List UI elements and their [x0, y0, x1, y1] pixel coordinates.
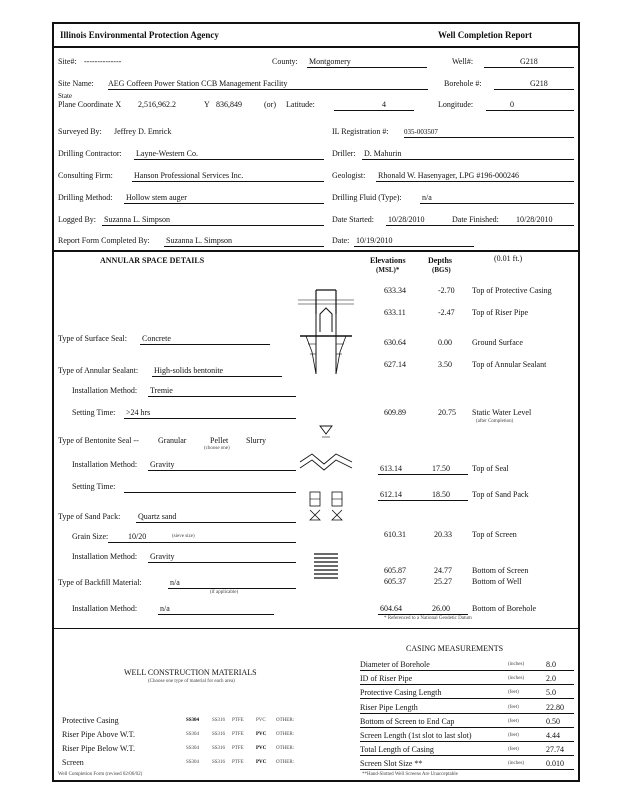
casing-value: 22.80 [546, 702, 564, 712]
latitude-value: 4 [382, 100, 386, 109]
contractor-label: Drilling Contractor: [58, 149, 122, 158]
depth-sub: (BGS) [432, 266, 451, 274]
elev-header: Elevations [370, 256, 406, 265]
well-completion-form [52, 22, 580, 782]
label-10: Bottom of Borehole [472, 604, 536, 613]
depth-8: 24.77 [434, 566, 452, 575]
sieve-sub: (sieve size) [172, 534, 195, 539]
casing-value: 2.0 [546, 674, 556, 684]
material-option[interactable]: PTFE [232, 760, 244, 765]
annular-title: ANNULAR SPACE DETAILS [100, 256, 205, 265]
elev-0: 633.34 [384, 286, 406, 295]
elev-1: 633.11 [384, 308, 406, 317]
well-diagram [294, 274, 358, 586]
annular-sealant-label: Type of Annular Sealant: [58, 366, 139, 375]
depth-1: -2.47 [438, 308, 455, 317]
date-started-label: Date Started: [332, 215, 374, 224]
material-option[interactable]: SS304 [186, 760, 200, 765]
material-option[interactable]: PTFE [232, 718, 244, 723]
install-method-value: Tremie [150, 386, 173, 395]
install-method4-value: n/a [160, 604, 170, 613]
site-label: Site#: [58, 57, 77, 66]
depth-7: 20.33 [434, 530, 452, 539]
grain-value: 10/20 [128, 532, 147, 541]
casing-value: 8.0 [546, 660, 556, 669]
footer-left: Well Completion Form (revised 02/06/02) [58, 772, 143, 777]
material-row-3: Screen [62, 758, 84, 767]
label-8: Bottom of Screen [472, 566, 529, 575]
grain-label: Grain Size: [72, 532, 109, 541]
casing-label: Protective Casing Length [360, 688, 442, 698]
casing-label: Riser Pipe Length [360, 702, 418, 712]
method-label: Drilling Method: [58, 193, 113, 202]
install-method3-label: Installation Method: [72, 552, 138, 561]
well-label: Well#: [452, 57, 474, 66]
longitude-value: 0 [510, 100, 514, 109]
label-3: Top of Annular Sealant [472, 360, 547, 369]
precision-header: (0.01 ft.) [494, 254, 523, 263]
surveyed-label: Surveyed By: [58, 127, 102, 136]
plane-y-label: Y [204, 100, 210, 109]
material-option[interactable]: PVC [256, 760, 267, 765]
geologist-label: Geologist: [332, 171, 366, 180]
elev-6: 612.14 [380, 490, 402, 499]
elev-2: 630.64 [384, 338, 406, 347]
report-title: Well Completion Report [438, 30, 532, 40]
elev-3: 627.14 [384, 360, 406, 369]
borehole-value: G218 [530, 79, 548, 88]
date-value: 10/19/2010 [356, 236, 393, 245]
date-started-value: 10/28/2010 [388, 215, 425, 224]
elev-4: 609.89 [384, 408, 406, 417]
material-option[interactable]: OTHER: [276, 732, 295, 737]
material-option[interactable]: SS316 [212, 718, 226, 723]
date-label: Date: [332, 236, 350, 245]
install-method-label: Installation Method: [72, 386, 138, 395]
contractor-value: Layne-Western Co. [136, 149, 198, 158]
logged-label: Logged By: [58, 215, 96, 224]
consulting-label: Consulting Firm: [58, 171, 113, 180]
sand-pack-value: Quartz sand [138, 512, 177, 521]
msl-note: * Referenced to a National Geodetic Datum [384, 616, 472, 621]
driller-label: Driller: [332, 149, 356, 158]
plane-x: 2,516,962.2 [138, 100, 176, 109]
label-9: Bottom of Well [472, 577, 522, 586]
material-option[interactable]: PVC [256, 746, 267, 751]
backfill-value: n/a [170, 578, 180, 587]
install-method2-value: Gravity [150, 460, 175, 469]
bentonite-seal-label: Type of Bentonite Seal -- [58, 436, 139, 445]
install-method4-label: Installation Method: [72, 604, 138, 613]
fluid-label: Drilling Fluid (Type): [332, 193, 402, 202]
header-divider [54, 46, 578, 48]
label-0: Top of Protective Casing [472, 286, 552, 295]
sand-pack-label: Type of Sand Pack: [58, 512, 121, 521]
material-option[interactable]: PTFE [232, 732, 244, 737]
method-value: Hollow stem auger [126, 193, 187, 202]
surface-seal-value: Concrete [142, 334, 171, 343]
well-value: G218 [520, 57, 538, 66]
state-label: State [58, 92, 72, 100]
depth-10: 26.00 [432, 604, 450, 613]
report-by-label: Report Form Completed By: [58, 236, 150, 245]
material-option[interactable]: PTFE [232, 746, 244, 751]
latitude-label: Latitude: [286, 100, 315, 109]
materials-subtitle: (Choose one type of material for each area) [148, 679, 235, 684]
install-method3-value: Gravity [150, 552, 175, 561]
elev-5: 613.14 [380, 464, 402, 473]
material-row-1: Riser Pipe Above W.T. [62, 730, 135, 739]
casing-unit: (feet) [508, 747, 519, 753]
sitename-value: AEG Coffeen Power Station CCB Management Facility [108, 79, 288, 88]
site-value: -------------- [84, 57, 122, 66]
material-option[interactable]: SS304 [186, 732, 200, 737]
depth-4: 20.75 [438, 408, 456, 417]
label-5: Top of Seal [472, 464, 509, 473]
section-divider [54, 250, 578, 252]
material-option[interactable]: SS304 [186, 718, 200, 723]
plane-y: 836,849 [216, 100, 242, 109]
material-row-2: Riser Pipe Below W.T. [62, 744, 135, 753]
annular-sealant-value: High-solids bentonite [154, 366, 224, 375]
setting-time-value: >24 hrs [126, 408, 151, 417]
setting-time-label: Setting Time: [72, 408, 116, 417]
label-1: Top of Riser Pipe [472, 308, 529, 317]
setting-time2-label: Setting Time: [72, 482, 116, 491]
sitename-label: Site Name: [58, 79, 94, 88]
county-label: County: [272, 57, 298, 66]
casing-value: 0.50 [546, 716, 560, 726]
casing-unit: (inches) [508, 676, 525, 682]
label-7: Top of Screen [472, 530, 517, 539]
casing-unit: (feet) [508, 718, 519, 724]
casing-value: 0.010 [546, 759, 564, 769]
bentonite-seal-value: Granular [158, 436, 187, 445]
install-method2-label: Installation Method: [72, 460, 138, 469]
depth-9: 25.27 [434, 577, 452, 586]
material-option[interactable]: OTHER: [276, 718, 295, 723]
consulting-value: Hanson Professional Services Inc. [134, 171, 244, 180]
depth-3: 3.50 [438, 360, 452, 369]
or-label: (or) [264, 100, 276, 109]
elev-8: 605.87 [384, 566, 406, 575]
materials-title: WELL CONSTRUCTION MATERIALS [124, 668, 257, 677]
fluid-value: n/a [422, 193, 432, 202]
logged-value: Suzanna L. Simpson [104, 215, 170, 224]
surveyed-value: Jeffrey D. Emrick [114, 127, 172, 136]
material-option[interactable]: SS316 [212, 760, 226, 765]
casing-unit: (inches) [508, 761, 525, 767]
casing-label: Screen Length (1st slot to last slot) [360, 731, 472, 740]
material-option[interactable]: PVC [256, 732, 267, 737]
casing-label: ID of Riser Pipe [360, 674, 413, 684]
surface-seal-label: Type of Surface Seal: [58, 334, 127, 343]
static-sub: (after Completion) [476, 419, 514, 424]
material-option[interactable]: SS316 [212, 746, 226, 751]
casing-label: Screen Slot Size ** [360, 759, 423, 769]
casing-label: Bottom of Screen to End Cap [360, 716, 455, 726]
driller-value: D. Mahurin [364, 149, 402, 158]
agency-name: Illinois Environmental Protection Agency [60, 30, 219, 40]
depth-2: 0.00 [438, 338, 452, 347]
depth-0: -2.70 [438, 286, 455, 295]
elev-10: 604.64 [380, 604, 402, 613]
material-option[interactable]: SS304 [186, 746, 200, 751]
lower-divider [54, 628, 578, 629]
label-4: Static Water Level [472, 408, 532, 417]
casing-title: CASING MEASUREMENTS [406, 644, 504, 653]
label-6: Top of Sand Pack [472, 490, 529, 499]
casing-value: 5.0 [546, 688, 556, 698]
footer-right: **Hand-Slotted Well Screens Are Unacceptable [362, 772, 458, 777]
backfill-label: Type of Backfill Material: [58, 578, 142, 587]
material-option[interactable]: OTHER: [276, 760, 295, 765]
elev-7: 610.31 [384, 530, 406, 539]
slurry-option: Slurry [246, 436, 266, 445]
casing-value: 4.44 [546, 731, 560, 740]
il-reg-value: 035-003507 [404, 128, 438, 136]
casing-label: Diameter of Borehole [360, 660, 430, 669]
county-value: Montgomery [309, 57, 351, 66]
depth-header: Depths [428, 256, 453, 265]
label-2: Ground Surface [472, 338, 523, 347]
casing-unit: (feet) [508, 704, 519, 710]
elev-sub: (MSL)* [376, 266, 400, 274]
date-finished-value: 10/28/2010 [516, 215, 553, 224]
plane-label: Plane Coordinate X [58, 100, 122, 109]
casing-unit: (inches) [508, 662, 525, 667]
depth-5: 17.50 [432, 464, 450, 473]
borehole-label: Borehole #: [444, 79, 482, 88]
pellet-option: Pellet [210, 436, 229, 445]
il-reg-label: IL Registration #: [332, 127, 389, 136]
depth-6: 18.50 [432, 490, 450, 499]
date-finished-label: Date Finished: [452, 215, 499, 224]
choose-one: (choose one) [204, 446, 230, 451]
casing-value: 27.74 [546, 745, 564, 755]
casing-label: Total Length of Casing [360, 745, 434, 755]
material-option[interactable]: OTHER: [276, 746, 295, 751]
if-applicable: (if applicable) [210, 590, 239, 595]
report-by-value: Suzanna L. Simpson [166, 236, 232, 245]
geologist-value: Rhonald W. Hasenyager, LPG #196-000246 [378, 171, 519, 180]
casing-unit: (feet) [508, 690, 519, 696]
material-row-0: Protective Casing [62, 716, 119, 725]
elev-9: 605.37 [384, 577, 406, 586]
material-option[interactable]: PVC [256, 718, 266, 723]
material-option[interactable]: SS316 [212, 732, 226, 737]
casing-unit: (feet) [508, 733, 519, 738]
longitude-label: Longitude: [438, 100, 474, 109]
